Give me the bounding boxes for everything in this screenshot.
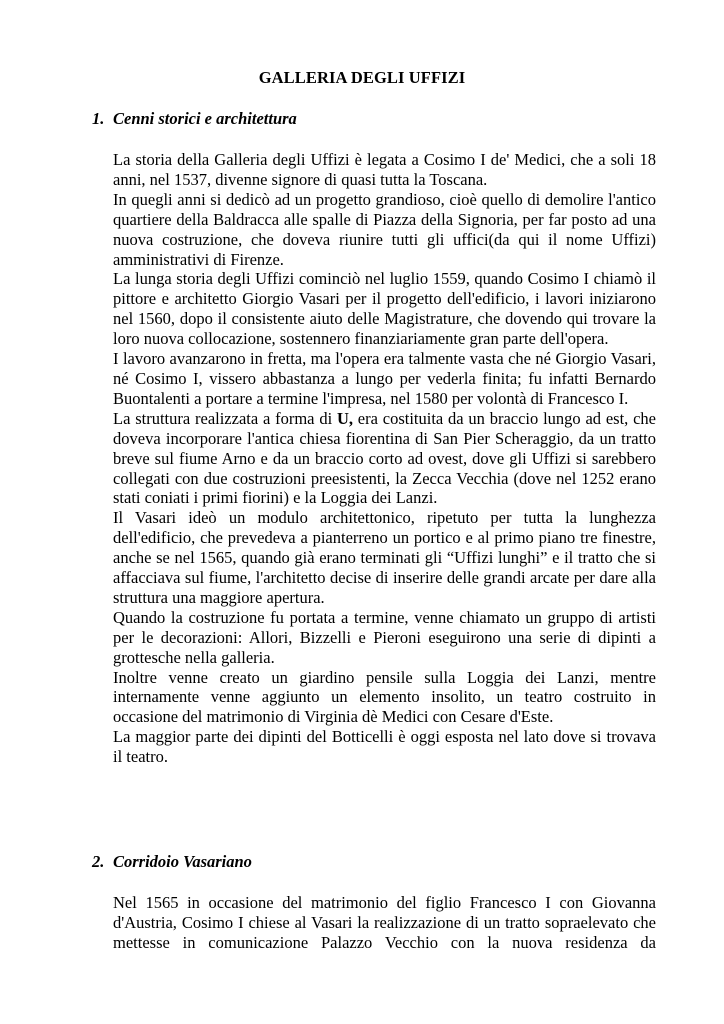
section-title: Cenni storici e architettura xyxy=(113,109,297,128)
u-shape-letter: U, xyxy=(336,408,353,428)
paragraph: La storia della Galleria degli Uffizi è legata a Cosimo I de' Medici, che a soli 18 anni, nel 1537, divenne signore di quasi tutta la Toscana. xyxy=(113,150,656,189)
paragraph: Inoltre venne creato un giardino pensile sulla Loggia dei Lanzi, mentre internamente venne aggiunto un elemento insolito, un teatro costruito in occasione del matrimonio di Virginia dè Medici con Cesare d'Este. xyxy=(113,667,656,727)
section-title: Corridoio Vasariano xyxy=(113,852,252,871)
paragraph: La maggior parte dei dipinti del Botticelli è oggi esposta nel lato dove si trovava il teatro. xyxy=(113,727,656,767)
paragraph-text: La struttura realizzata a forma di xyxy=(113,408,337,428)
paragraph: La lunga storia degli Uffizi cominciò nel luglio 1559, quando Cosimo I chiamò il pittore e architetto Giorgio Vasari per il progetto dell'edificio, i lavori iniziarono nel 1560, dopo il consistente aiuto delle Magistrature, che dovendo qui trovare la loro nuova collocazione, sostennero finanziariamente gran parte dell'opera. xyxy=(113,269,656,349)
section-heading-1 xyxy=(92,109,297,128)
paragraph xyxy=(113,409,656,509)
paragraph: Quando la costruzione fu portata a termine, venne chiamato un gruppo di artisti per le decorazioni: Allori, Bizzelli e Pieroni eseguirono una serie di dipinti a grottesche nella galleria. xyxy=(113,607,656,667)
section-body-1 xyxy=(113,150,656,767)
document-title: GALLERIA DEGLI UFFIZI xyxy=(258,68,466,87)
paragraph: Il Vasari ideò un modulo architettonico, ripetuto per tutta la lunghezza dell'edificio, che prevedeva a pianterreno un portico e al primo piano tre finestre, anche se nel 1565, quando già erano terminati gli “Uffizi lunghi” e il tratto che si affacciava sul fiume, l'architetto decise di inserire delle grandi arcate per dare alla struttura una maggiore apertura. xyxy=(113,508,656,607)
paragraph: Nel 1565 in occasione del matrimonio del figlio Francesco I con Giovanna d'Austria, Cosimo I chiese al Vasari la realizzazione di un tratto sopraelevato che mettesse in comunicazione Palazzo Vecchio con la nuova residenza da xyxy=(113,893,656,952)
section-body-2 xyxy=(113,893,656,953)
section-number: 2. xyxy=(92,852,105,871)
section-heading-2 xyxy=(92,852,252,871)
paragraph-text: era costituita da un braccio lungo ad est, che doveva incorporare l'antica chiesa fiorentina di San Pier Scheraggio, da un tratto breve sul fiume Arno e da un braccio corto ad ovest, dove gli Uffizi si sarebbero collegati con due costruzioni preesistenti, la Zecca Vecchia (dove nel 1252 erano stati coniati i primi fiorini) e la Loggia dei Lanzi. xyxy=(113,408,656,508)
paragraph: In quegli anni si dedicò ad un progetto grandioso, cioè quello di demolire l'antico quartiere della Baldracca alle spalle di Piazza della Signoria, per far posto ad una nuova costruzione, che doveva riunire tutti gli uffici(da qui il nome Uffizi) amministrativi di Firenze. xyxy=(113,189,656,269)
section-number: 1. xyxy=(92,109,105,128)
paragraph: I lavoro avanzarono in fretta, ma l'opera era talmente vasta che né Giorgio Vasari, né Cosimo I, vissero abbastanza a lungo per vederla finita; fu infatti Bernardo Buontalenti a portare a termine l'impresa, nel 1580 per volontà di Francesco I. xyxy=(113,349,656,408)
